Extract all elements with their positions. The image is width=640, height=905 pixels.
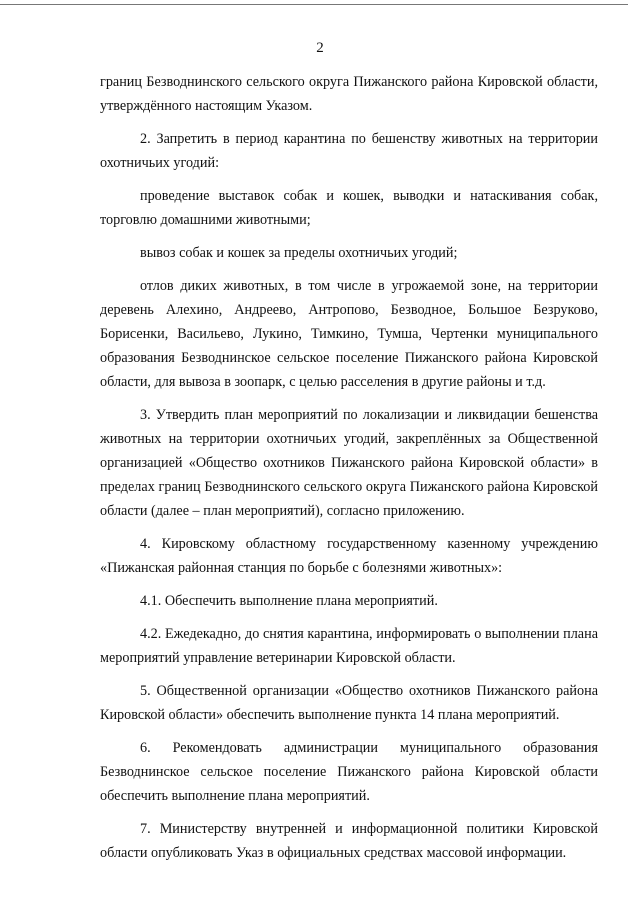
paragraph-item-4: 4. Кировскому областному государственному казенному учреждению «Пижанская районная станция по борьбе с болезнями животных»: bbox=[100, 536, 598, 576]
paragraph-item-2-sub-1: проведение выставок собак и кошек, выводки и натаскивания собак, торговлю домашними животными; bbox=[100, 188, 598, 228]
paragraph-item-2-sub-3: отлов диких животных, в том числе в угрожаемой зоне, на территории деревень Алехино, Андреево, Антропово, Безводное, Большое Безруково, Борисенки, Васильево, Лукино, Тимкино, Тумша, Чертенки муниципального образования Безводнинское сельское поселение Пижанского района Кировской области, для вывоза в зоопарк, с целью расселения в другие районы и т.д. bbox=[100, 278, 598, 390]
page-number: 2 bbox=[316, 40, 324, 56]
paragraph-item-6: 6. Рекомендовать администрации муниципального образования Безводнинское сельское поселение Пижанского района Кировской области обеспечить выполнение плана мероприятий. bbox=[100, 740, 598, 804]
paragraph-item-2: 2. Запретить в период карантина по бешенству животных на территории охотничьих угодий: bbox=[100, 131, 598, 171]
document-body bbox=[100, 70, 598, 874]
paragraph-item-4-2: 4.2. Ежедекадно, до снятия карантина, информировать о выполнении плана мероприятий управление ветеринарии Кировской области. bbox=[100, 626, 598, 666]
paragraph-item-3: 3. Утвердить план мероприятий по локализации и ликвидации бешенства животных на территории охотничьих угодий, закреплённых за Общественной организацией «Общество охотников Пижанского района Кировской области» в пределах границ Безводнинского сельского округа Пижанского района Кировской области (далее – план мероприятий), согласно приложению. bbox=[100, 407, 598, 519]
paragraph-item-2-sub-2: вывоз собак и кошек за пределы охотничьих угодий; bbox=[140, 245, 458, 261]
paragraph-item-5: 5. Общественной организации «Общество охотников Пижанского района Кировской области» обеспечить выполнение пункта 14 плана мероприятий. bbox=[100, 683, 598, 723]
paragraph-continuation: границ Безводнинского сельского округа Пижанского района Кировской области, утверждённого настоящим Указом. bbox=[100, 74, 598, 114]
paragraph-item-7: 7. Министерству внутренней и информационной политики Кировской области опубликовать Указ в официальных средствах массовой информации. bbox=[100, 821, 598, 861]
top-border-line bbox=[0, 4, 628, 5]
paragraph-item-4-1: 4.1. Обеспечить выполнение плана мероприятий. bbox=[140, 593, 438, 609]
